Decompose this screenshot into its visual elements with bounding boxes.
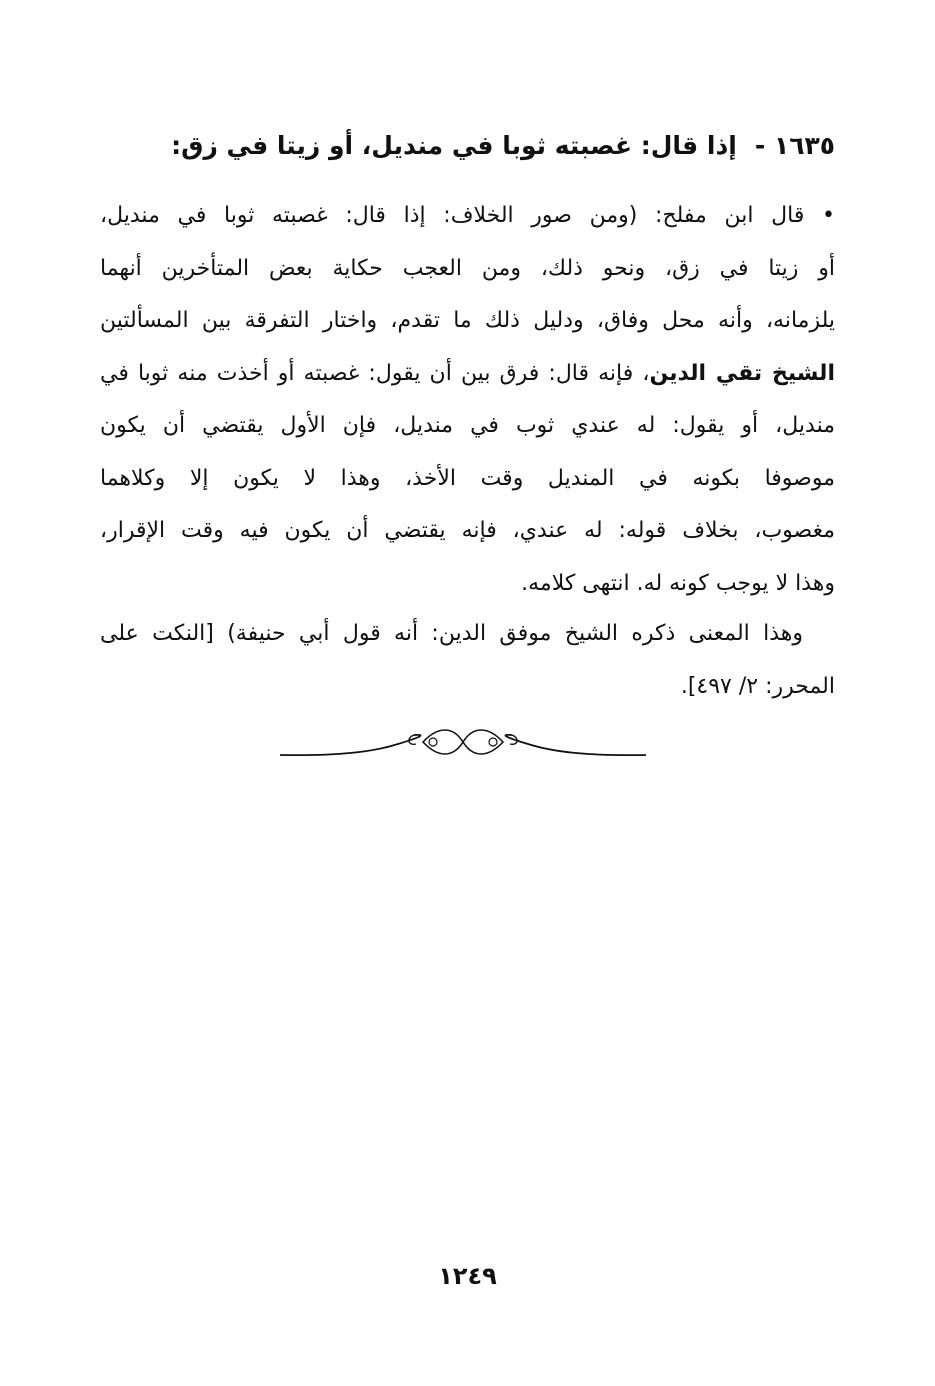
note-line: وهذا المعنى ذكره الشيخ موفق الدين: أنه قول أبي حنيفة) [النكت على <box>100 621 803 646</box>
bold-name: الشيخ تقي الدين <box>649 360 835 386</box>
note-paragraph <box>100 608 835 713</box>
quoted-paragraph <box>100 190 835 610</box>
page-number: ١٢٤٩ <box>438 1262 497 1290</box>
paragraph-line: • قال ابن مفلح: (ومن صور الخلاف: إذا قال: غصبته ثوبا في منديل، <box>100 203 835 228</box>
paragraph-line: وهذا لا يوجب كونه له. انتهى كلامه. <box>521 570 835 596</box>
entry-heading <box>100 124 835 168</box>
paragraph-line: مغصوب، بخلاف قوله: له عندي، فإنه يقتضي أن يكون فيه وقت الإقرار، <box>100 518 835 543</box>
paragraph-line: موصوفا بكونه في المنديل وقت الأخذ، وهذا لا يكون إلا وكلاهما <box>100 465 835 491</box>
paragraph-line: منديل، أو يقول: له عندي ثوب في منديل، فإن الأول يقتضي أن يكون <box>100 413 835 438</box>
note-line: المحرر: ٢/ ٤٩٧]. <box>680 673 835 699</box>
entry-number: ١٦٣٥ - <box>754 131 835 160</box>
entry-title: إذا قال: غصبته ثوبا في منديل، أو زيتا في زق: <box>171 131 737 160</box>
paragraph-line: يلزمانه، وأنه محل وفاق، ودليل ذلك ما تقدم، واختار التفرقة بين المسألتين <box>100 308 835 333</box>
paragraph-line: الشيخ تقي الدين، فإنه قال: فرق بين أن يقول: غصبته أو أخذت منه ثوبا في <box>100 360 835 386</box>
flourish-divider-icon <box>278 722 648 772</box>
paragraph-line: أو زيتا في زق، ونحو ذلك، ومن العجب حكاية بعض المتأخرين أنهما <box>100 255 835 281</box>
